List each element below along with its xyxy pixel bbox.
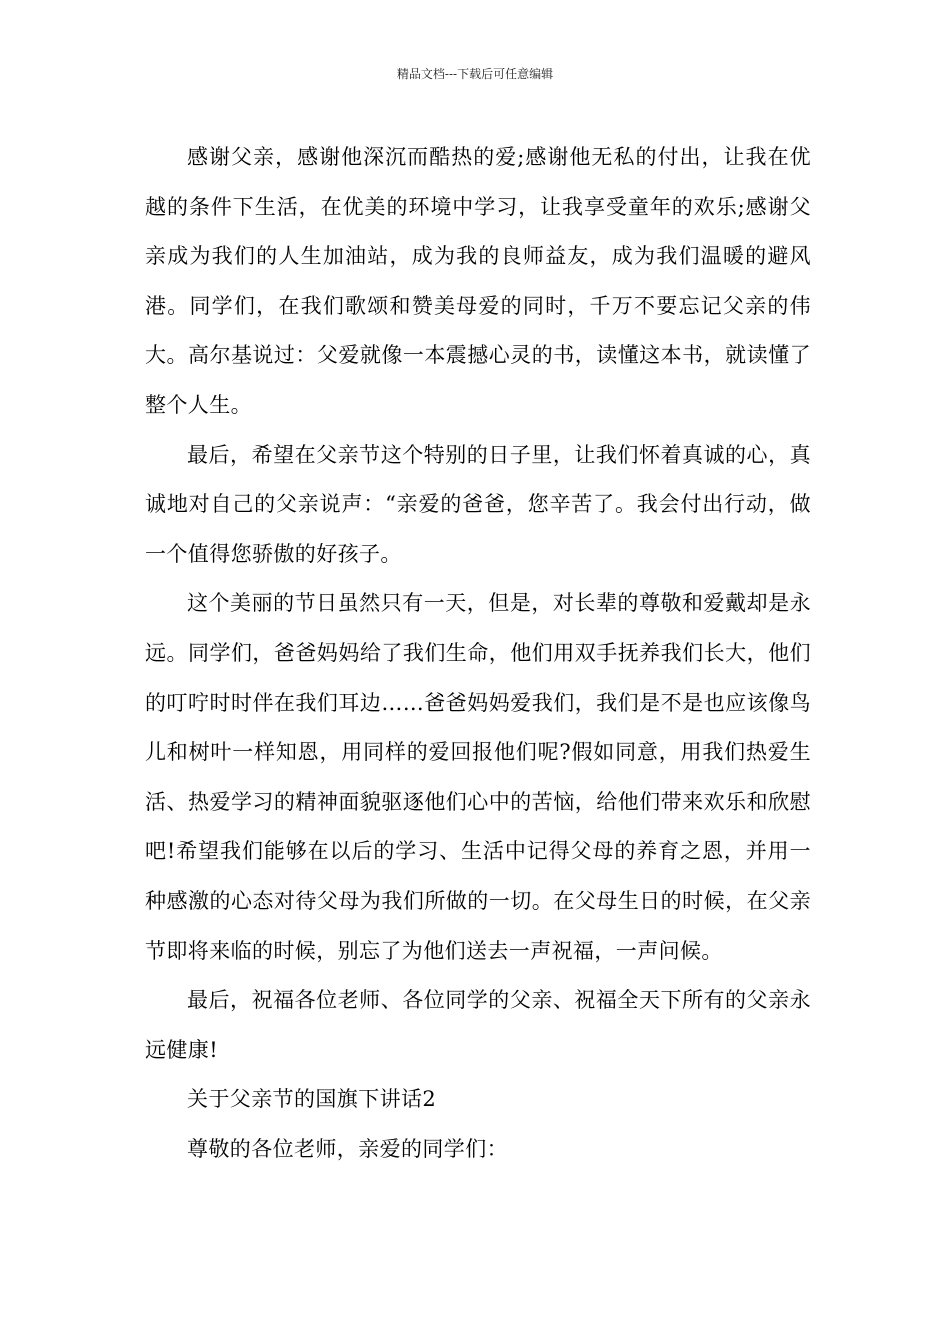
salutation: 尊敬的各位老师，亲爱的同学们： [187,1136,508,1161]
paragraph-wish: 最后，希望在父亲节这个特别的日子里，让我们怀着真诚的心，真诚地对自己的父亲说声：“亲爱的爸爸，您辛苦了。我会付出行动，做一个值得您骄傲的好孩子。 [145,442,811,566]
paragraph-respect: 这个美丽的节日虽然只有一天，但是，对长辈的尊敬和爱戴却是永远。同学们，爸爸妈妈给了我们生命，他们用双手抚养我们长大，他们的叮咛时时伴在我们耳边……爸爸妈妈爱我们，我们是不是也应该像鸟儿和树叶一样知恩，用同样的爱回报他们呢?假如同意，用我们热爱生活、热爱学习的精神面貌驱逐他们心中的苦恼，给他们带来欢乐和欣慰吧!希望我们能够在以后的学习、生活中记得父母的养育之恩，并用一种感激的心态对待父母为我们所做的一切。在父母生日的时候，在父亲节即将来临的时候，别忘了为他们送去一声祝福，一声问候。 [145,591,811,963]
section-title: 关于父亲节的国旗下讲话2 [187,1087,437,1112]
page-header: 精品文档---下载后可任意编辑 [396,67,554,81]
paragraph-gratitude: 感谢父亲，感谢他深沉而酷热的爱;感谢他无私的付出，让我在优越的条件下生活，在优美的环境中学习，让我享受童年的欢乐;感谢父亲成为我们的人生加油站，成为我的良师益友，成为我们温暖的避风港。同学们，在我们歌颂和赞美母爱的同时，千万不要忘记父亲的伟大。高尔基说过：父爱就像一本震撼心灵的书，读懂这本书，就读懂了整个人生。 [145,145,811,417]
paragraph-blessing: 最后，祝福各位老师、各位同学的父亲、祝福全天下所有的父亲永远健康! [145,988,811,1062]
document-body [145,133,811,1174]
